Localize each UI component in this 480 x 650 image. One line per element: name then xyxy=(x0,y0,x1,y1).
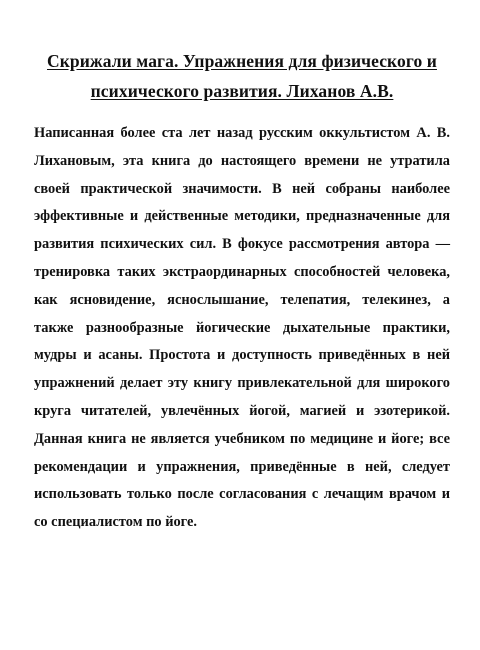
document-page xyxy=(34,46,450,537)
document-body: Написанная более ста лет назад русским оккультистом А. В. Лихановым, эта книга до настоящего времени не утратила своей практической значимости. В ней собраны наиболее эффективные и действенные методики, предназначенные для развития психических сил. В фокусе рассмотрения автора — тренировка таких экстраординарных способностей человека, как ясновидение, яснослышание, телепатия, телекинез, а также разнообразные йогические дыхательные практики, мудры и асаны. Простота и доступность приведённых в ней упражнений делает эту книгу привлекательной для широкого круга читателей, увлечённых йогой, магией и эзотерикой. Данная книга не является учебником по медицине и йоге; все рекомендации и упражнения, приведённые в ней, следует использовать только после согласования с лечащим врачом и со специалистом по йоге. xyxy=(34,125,450,531)
document-title: Скрижали мага. Упражнения для физического и психического развития. Лиханов А.В. xyxy=(47,51,437,101)
